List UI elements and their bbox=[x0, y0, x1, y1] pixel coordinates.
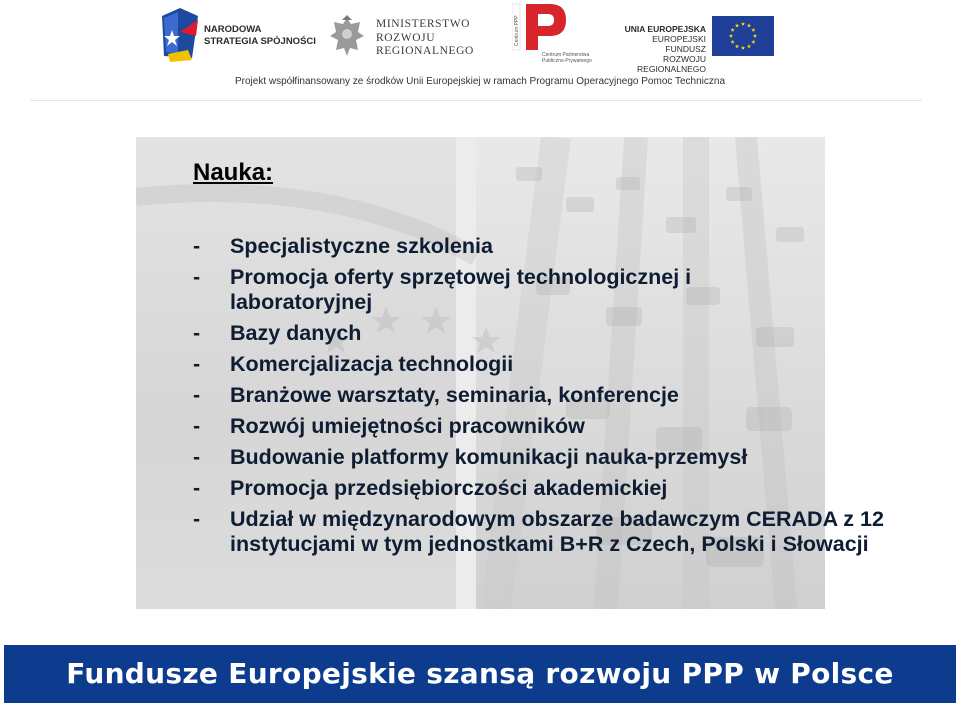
nss-logo-icon bbox=[158, 6, 200, 64]
mrr-logo-text bbox=[376, 18, 474, 59]
list-item bbox=[193, 383, 893, 408]
list-dash: - bbox=[193, 445, 201, 469]
list-item-text: Promocja oferty sprzętowej technologicznej i laboratoryjnej bbox=[230, 265, 692, 314]
list-item bbox=[193, 265, 830, 315]
mrr-line-3: REGIONALNEGO bbox=[376, 45, 474, 57]
header-divider bbox=[30, 100, 922, 101]
list-item bbox=[193, 234, 893, 259]
list-item bbox=[193, 352, 893, 377]
project-subtitle: Projekt współfinansowany ze środków Unii Europejskiej w ramach Programu Operacyjnego Pomoc Techniczna bbox=[234, 76, 726, 87]
nss-line-2: STRATEGIA SPÓJNOŚCI bbox=[204, 36, 316, 47]
list-item-text: Branżowe warsztaty, seminaria, konferencje bbox=[230, 383, 679, 407]
list-item-text: Promocja przedsiębiorczości akademickiej bbox=[230, 476, 668, 500]
list-dash: - bbox=[193, 352, 201, 376]
eu-logo-text bbox=[612, 24, 706, 74]
list-dash: - bbox=[193, 234, 201, 258]
list-item-text: Bazy danych bbox=[230, 321, 362, 345]
ppp-line-2: Publiczno-Prywatnego bbox=[542, 58, 592, 64]
list-item-text: Budowanie platformy komunikacji nauka-przemysł bbox=[230, 445, 748, 469]
list-item-text: Komercjalizacja technologii bbox=[230, 352, 514, 376]
footer-banner bbox=[4, 645, 956, 703]
svg-text:Centrum PPP: Centrum PPP bbox=[514, 15, 520, 46]
activity-list bbox=[193, 234, 893, 557]
list-dash: - bbox=[193, 414, 201, 438]
list-dash: - bbox=[193, 321, 201, 345]
eu-line-3: ROZWOJU REGIONALNEGO bbox=[637, 54, 706, 74]
list-item bbox=[193, 414, 893, 439]
list-dash: - bbox=[193, 507, 201, 531]
list-item bbox=[193, 476, 893, 501]
slide-content bbox=[193, 158, 893, 557]
list-item bbox=[193, 507, 890, 557]
eu-line-1: UNIA EUROPEJSKA bbox=[624, 24, 706, 34]
footer-slogan: Fundusze Europejskie szansą rozwoju PPP w Polsce bbox=[66, 657, 894, 690]
list-item-text: Rozwój umiejętności pracowników bbox=[230, 414, 585, 438]
mrr-line-2: ROZWOJU bbox=[376, 31, 436, 44]
eu-line-2: EUROPEJSKI FUNDUSZ bbox=[652, 34, 706, 54]
list-item bbox=[193, 321, 893, 346]
list-dash: - bbox=[193, 476, 201, 500]
list-dash: - bbox=[193, 383, 201, 407]
ppp-line-1: Centrum Partnerstwa bbox=[542, 52, 590, 58]
list-item-text: Udział w międzynarodowym obszarze badawczym CERADA z 12 instytucjami w tym jednostkami B+R z Czech, Polski i Słowacji bbox=[230, 507, 884, 556]
nss-logo-text bbox=[204, 24, 316, 48]
eagle-emblem-icon bbox=[328, 14, 366, 60]
header bbox=[0, 0, 960, 100]
list-item-text: Specjalistyczne szkolenia bbox=[230, 234, 493, 258]
mrr-line-1: MINISTERSTWO bbox=[376, 18, 471, 30]
list-dash: - bbox=[193, 265, 201, 289]
eu-flag-icon bbox=[712, 16, 774, 56]
nss-line-1: NARODOWA bbox=[204, 24, 262, 35]
section-heading: Nauka: bbox=[193, 159, 274, 186]
list-item bbox=[193, 445, 893, 470]
ppp-logo-text bbox=[542, 52, 592, 64]
